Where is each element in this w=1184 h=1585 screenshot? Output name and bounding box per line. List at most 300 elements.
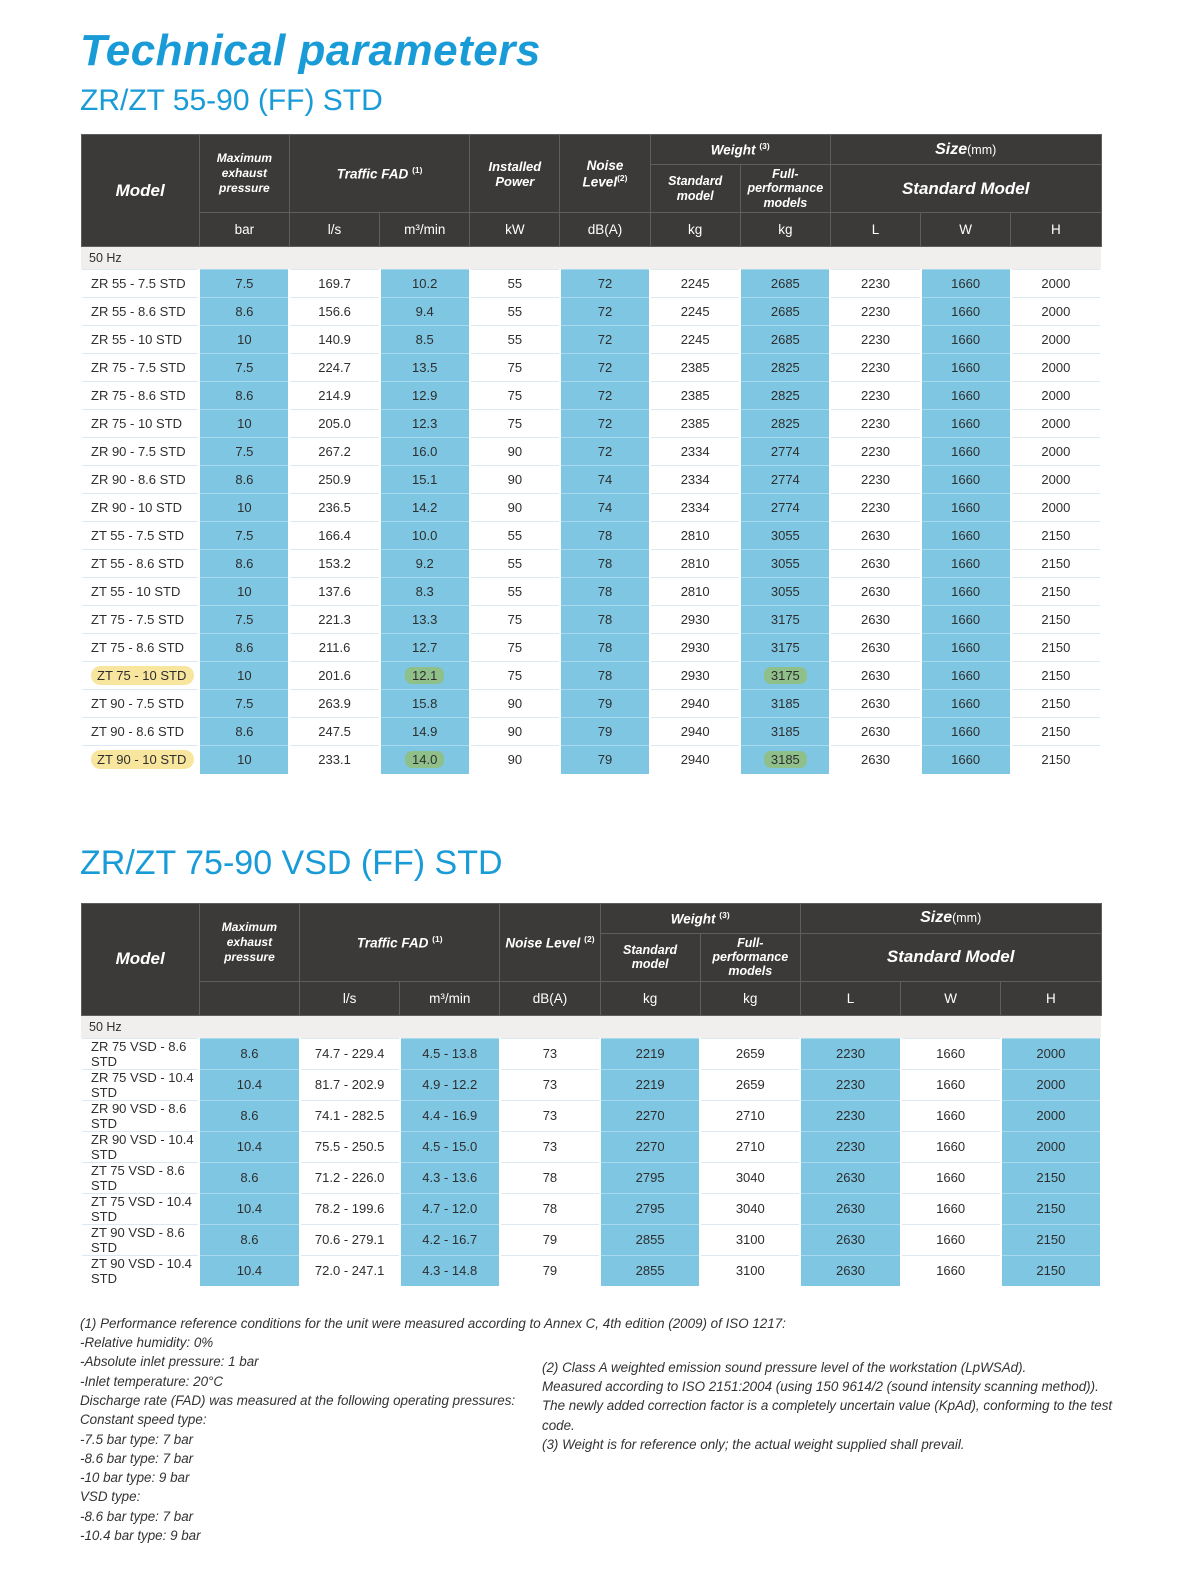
value-cell: 55 [470,578,560,606]
value-cell: 1660 [921,606,1011,634]
model-cell: ZT 55 - 8.6 STD [81,550,199,578]
footnote-line: (1) Performance reference conditions for the unit were measured according to Annex C, 4th edition (2009) of ISO 1217: [80,1315,786,1331]
value-cell: 2710 [700,1131,800,1162]
value-cell: 224.7 [289,354,379,382]
value-cell: 8.6 [199,466,289,494]
value-cell: 4.5 - 13.8 [400,1038,500,1069]
table-body [81,247,1101,774]
value-cell: 72 [560,270,650,298]
footnote-ref-3: (3) [719,909,730,920]
unit-bar: bar [199,213,289,247]
value-cell: 156.6 [289,298,379,326]
value-cell: 2930 [650,634,740,662]
table-row [81,438,1101,466]
footnote-ref-2: (2) [617,172,628,183]
unit-m3min: m³/min [400,981,500,1015]
value-cell: 73 [500,1069,600,1100]
value-cell: 1660 [921,494,1011,522]
value-cell [380,746,470,774]
table-row [81,1193,1101,1224]
value-cell: 2630 [800,1255,900,1286]
value-cell: 2000 [1001,1069,1101,1100]
value-cell: 1660 [921,354,1011,382]
col-model: Model [81,135,199,247]
value-cell: 4.5 - 15.0 [400,1131,500,1162]
value-cell: 3055 [740,578,830,606]
highlighted-value: 14.0 [405,751,444,768]
unit-w: W [901,981,1001,1015]
value-cell: 236.5 [289,494,379,522]
value-cell: 4.4 - 16.9 [400,1100,500,1131]
value-cell: 2230 [830,494,920,522]
value-cell: 75 [470,606,560,634]
value-cell: 79 [560,746,650,774]
unit-kw: kW [470,213,560,247]
value-cell: 73 [500,1131,600,1162]
footnote-line: (3) Weight is for reference only; the actual weight supplied shall prevail. [542,1436,965,1452]
highlighted-value: 12.1 [405,667,444,684]
value-cell: 13.3 [380,606,470,634]
value-cell: 2150 [1011,522,1101,550]
value-cell: 2270 [600,1131,700,1162]
col-weight-full-performance: Full-performance models [700,933,800,981]
value-cell: 247.5 [289,718,379,746]
value-cell: 2810 [650,522,740,550]
footnote-line: -8.6 bar type: 7 bar [80,1508,194,1524]
value-cell: 2150 [1011,578,1101,606]
value-cell: 2659 [700,1069,800,1100]
value-cell: 8.3 [380,578,470,606]
value-cell: 3185 [740,718,830,746]
value-cell: 211.6 [289,634,379,662]
value-cell: 2685 [740,298,830,326]
value-cell: 15.8 [380,690,470,718]
value-cell: 78 [560,522,650,550]
value-cell: 2855 [600,1224,700,1255]
value-cell: 2000 [1011,326,1101,354]
value-cell: 3175 [740,634,830,662]
value-cell: 2000 [1011,466,1101,494]
col-noise-level: Noise Level $^{(2)}$ [500,903,600,981]
value-cell: 2795 [600,1162,700,1193]
col-installed-power: Installed Power [470,135,560,213]
value-cell: 2150 [1001,1224,1101,1255]
value-cell: 2334 [650,438,740,466]
value-cell: 2930 [650,662,740,690]
value-cell: 14.9 [380,718,470,746]
footnote-line: Constant speed type: [80,1412,207,1428]
footnote-ref-1: (1) [412,165,423,176]
value-cell: 1660 [921,270,1011,298]
unit-m3min: m³/min [380,213,470,247]
value-cell: 2000 [1011,410,1101,438]
value-cell: 2659 [700,1038,800,1069]
value-cell: 74 [560,466,650,494]
value-cell: 7.5 [199,690,289,718]
col-weight-standard: Standard model [600,933,700,981]
value-cell: 221.3 [289,606,379,634]
value-cell: 1660 [921,746,1011,774]
footnote-ref-3: (3) [759,141,770,152]
model-cell: ZR 75 - 8.6 STD [81,382,199,410]
value-cell: 1660 [901,1162,1001,1193]
value-cell: 10 [199,326,289,354]
table-row [81,494,1101,522]
value-cell: 2230 [830,466,920,494]
value-cell: 90 [470,690,560,718]
unit-h: H [1001,981,1101,1015]
unit-kg-full: kg [700,981,800,1015]
model-cell [81,746,199,774]
table1-title: ZR/ZT 55-90 (FF) STD [80,84,383,117]
frequency-band-label: 50 Hz [81,247,1101,270]
table-row [81,354,1101,382]
value-cell: 2245 [650,270,740,298]
col-weight-full-performance: Full-performance models [740,165,830,213]
value-cell: 72 [560,410,650,438]
value-cell: 78 [500,1193,600,1224]
value-cell: 90 [470,438,560,466]
footnote-line: VSD type: [80,1489,141,1505]
value-cell: 74 [560,494,650,522]
value-cell: 10.2 [380,270,470,298]
table-row [81,662,1101,690]
frequency-band-label: 50 Hz [81,1015,1101,1038]
value-cell: 2630 [800,1162,900,1193]
model-cell: ZR 90 - 8.6 STD [81,466,199,494]
value-cell: 166.4 [289,522,379,550]
value-cell: 2230 [800,1100,900,1131]
value-cell: 8.6 [199,1224,299,1255]
value-cell: 55 [470,326,560,354]
value-cell: 2685 [740,326,830,354]
table-row [81,466,1101,494]
value-cell: 1660 [921,382,1011,410]
value-cell: 78 [560,606,650,634]
unit-bar [199,981,299,1015]
value-cell: 14.2 [380,494,470,522]
unit-ls: l/s [300,981,400,1015]
value-cell: 90 [470,494,560,522]
value-cell: 10.0 [380,522,470,550]
value-cell: 79 [560,718,650,746]
footnote-line: The newly added correction factor is a completely uncertain value (KpAd), conforming to the test code. [542,1398,1113,1433]
col-max-pressure: Maximum exhaust pressure [199,135,289,213]
spec-table-std [80,134,1102,774]
value-cell: 4.3 - 14.8 [400,1255,500,1286]
unit-kg-full: kg [740,213,830,247]
value-cell: 2150 [1011,634,1101,662]
col-size-standard-model: Standard Model [830,165,1101,213]
model-cell: ZT 90 - 7.5 STD [81,690,199,718]
table-row [81,410,1101,438]
value-cell: 2000 [1011,270,1101,298]
value-cell: 10 [199,494,289,522]
col-weight: Weight $^{(3)}$ [600,903,800,933]
value-cell: 7.5 [199,270,289,298]
value-cell: 10 [199,410,289,438]
table-row [81,606,1101,634]
highlighted-value: 3185 [764,751,807,768]
value-cell: 2334 [650,494,740,522]
value-cell: 72 [560,382,650,410]
value-cell: 2150 [1001,1193,1101,1224]
value-cell: 10 [199,746,289,774]
value-cell: 9.4 [380,298,470,326]
model-cell: ZR 75 - 7.5 STD [81,354,199,382]
value-cell: 78 [560,634,650,662]
table-row [81,298,1101,326]
value-cell: 2385 [650,410,740,438]
value-cell: 2630 [830,718,920,746]
value-cell: 90 [470,718,560,746]
value-cell: 2630 [800,1224,900,1255]
value-cell: 2630 [830,690,920,718]
value-cell: 2825 [740,410,830,438]
value-cell: 2000 [1011,298,1101,326]
value-cell: 1660 [901,1224,1001,1255]
model-cell [81,662,199,690]
value-cell: 2150 [1011,690,1101,718]
table-row [81,1224,1101,1255]
footnote-ref-1: (1) [432,933,443,944]
value-cell: 1660 [901,1131,1001,1162]
table-row [81,1255,1101,1286]
footnote-line: -Inlet temperature: 20°C [80,1373,224,1389]
value-cell: 2825 [740,354,830,382]
table-row [81,326,1101,354]
value-cell: 2230 [830,298,920,326]
spec-table-vsd [80,903,1102,1286]
value-cell: 2855 [600,1255,700,1286]
table-row [81,1131,1101,1162]
value-cell: 10.4 [199,1255,299,1286]
value-cell: 7.5 [199,354,289,382]
value-cell [740,662,830,690]
model-cell: ZR 90 VSD - 8.6 STD [81,1100,199,1131]
value-cell: 3055 [740,522,830,550]
value-cell: 2230 [830,410,920,438]
value-cell: 4.2 - 16.7 [400,1224,500,1255]
model-cell: ZT 90 VSD - 10.4 STD [81,1255,199,1286]
table-header [81,135,1101,247]
value-cell: 75.5 - 250.5 [300,1131,400,1162]
value-cell: 1660 [921,690,1011,718]
value-cell: 79 [500,1255,600,1286]
unit-l: L [830,213,920,247]
value-cell: 2930 [650,606,740,634]
value-cell: 1660 [921,634,1011,662]
col-traffic-fad: Traffic FAD $^{(1)}$ [300,903,500,981]
value-cell: 2810 [650,578,740,606]
value-cell: 2230 [830,438,920,466]
value-cell: 1660 [901,1193,1001,1224]
footnote-line: -Absolute inlet pressure: 1 bar [80,1354,259,1370]
value-cell: 55 [470,550,560,578]
value-cell: 2000 [1011,382,1101,410]
page-title: Technical parameters [80,26,541,75]
value-cell: 2774 [740,466,830,494]
footnote-line: Measured according to ISO 2151:2004 (using 150 9614/2 (sound intensity scanning method)). [542,1379,1099,1395]
value-cell: 2685 [740,270,830,298]
highlighted-model: ZT 75 - 10 STD [91,666,194,685]
value-cell: 8.6 [199,550,289,578]
value-cell: 2630 [830,550,920,578]
footnote-ref-2: (2) [584,933,595,944]
model-cell: ZR 90 - 10 STD [81,494,199,522]
frequency-band-row [81,1015,1101,1038]
value-cell: 2385 [650,354,740,382]
model-cell: ZT 55 - 10 STD [81,578,199,606]
unit-dba: dB(A) [500,981,600,1015]
value-cell: 10.4 [199,1131,299,1162]
unit-l: L [800,981,900,1015]
value-cell: 3055 [740,550,830,578]
value-cell: 2630 [830,746,920,774]
table-row [81,578,1101,606]
table-row [81,522,1101,550]
value-cell: 1660 [921,550,1011,578]
value-cell: 72.0 - 247.1 [300,1255,400,1286]
unit-h: H [1011,213,1101,247]
table2-title: ZR/ZT 75-90 VSD (FF) STD [80,843,503,882]
col-size: Size(mm) [830,135,1101,165]
value-cell: 71.2 - 226.0 [300,1162,400,1193]
value-cell: 72 [560,298,650,326]
value-cell: 2630 [830,578,920,606]
value-cell: 10 [199,578,289,606]
value-cell: 3175 [740,606,830,634]
value-cell: 10 [199,662,289,690]
value-cell: 1660 [921,522,1011,550]
value-cell: 12.9 [380,382,470,410]
value-cell: 10.4 [199,1193,299,1224]
value-cell: 3185 [740,690,830,718]
value-cell: 2219 [600,1038,700,1069]
value-cell: 2230 [830,382,920,410]
value-cell: 75 [470,382,560,410]
model-cell: ZR 55 - 8.6 STD [81,298,199,326]
col-weight: Weight $^{(3)}$ [650,135,830,165]
table-row [81,1069,1101,1100]
value-cell: 8.6 [199,1100,299,1131]
value-cell: 2795 [600,1193,700,1224]
value-cell: 55 [470,298,560,326]
footnote-line: -10 bar type: 9 bar [80,1470,190,1486]
value-cell: 2940 [650,690,740,718]
model-cell: ZR 55 - 7.5 STD [81,270,199,298]
value-cell: 2150 [1011,718,1101,746]
footnotes [80,1314,1113,1546]
model-cell: ZT 75 - 7.5 STD [81,606,199,634]
model-cell: ZR 75 - 10 STD [81,410,199,438]
unit-kg-std: kg [650,213,740,247]
value-cell: 1660 [901,1100,1001,1131]
value-cell: 2000 [1001,1038,1101,1069]
value-cell: 2150 [1011,746,1101,774]
table-row [81,270,1101,298]
value-cell: 2150 [1011,606,1101,634]
value-cell: 2000 [1011,354,1101,382]
value-cell: 2825 [740,382,830,410]
value-cell: 72 [560,354,650,382]
value-cell: 8.5 [380,326,470,354]
value-cell: 214.9 [289,382,379,410]
col-size: Size(mm) [800,903,1101,933]
value-cell: 2630 [800,1193,900,1224]
value-cell: 1660 [921,410,1011,438]
value-cell: 8.6 [199,382,289,410]
model-cell: ZR 55 - 10 STD [81,326,199,354]
value-cell: 2334 [650,466,740,494]
value-cell: 2150 [1001,1255,1101,1286]
value-cell: 2940 [650,718,740,746]
value-cell: 2230 [800,1038,900,1069]
value-cell: 1660 [901,1038,1001,1069]
value-cell: 2810 [650,550,740,578]
value-cell: 8.6 [199,1162,299,1193]
value-cell: 2230 [830,270,920,298]
value-cell: 15.1 [380,466,470,494]
value-cell: 7.5 [199,438,289,466]
value-cell: 267.2 [289,438,379,466]
value-cell: 153.2 [289,550,379,578]
value-cell: 78 [500,1162,600,1193]
value-cell: 1660 [921,466,1011,494]
value-cell: 55 [470,270,560,298]
value-cell: 9.2 [380,550,470,578]
value-cell: 1660 [921,438,1011,466]
model-cell: ZR 75 VSD - 8.6 STD [81,1038,199,1069]
value-cell: 8.6 [199,634,289,662]
value-cell: 2150 [1011,662,1101,690]
value-cell: 2150 [1011,550,1101,578]
value-cell: 2270 [600,1100,700,1131]
table-header [81,903,1101,1015]
model-cell: ZT 75 VSD - 10.4 STD [81,1193,199,1224]
model-cell: ZT 90 - 8.6 STD [81,718,199,746]
model-cell: ZT 75 - 8.6 STD [81,634,199,662]
value-cell: 13.5 [380,354,470,382]
value-cell: 79 [560,690,650,718]
footnote-line: -10.4 bar type: 9 bar [80,1528,201,1544]
value-cell [740,746,830,774]
table-row [81,746,1101,774]
footnote-line: -Relative humidity: 0% [80,1335,214,1351]
value-cell: 2630 [830,522,920,550]
value-cell: 233.1 [289,746,379,774]
table-row [81,382,1101,410]
footnote-block-right [542,1358,1130,1454]
value-cell: 7.5 [199,522,289,550]
col-traffic-fad: Traffic FAD $^{(1)}$ [289,135,469,213]
unit-dba: dB(A) [560,213,650,247]
value-cell: 12.7 [380,634,470,662]
col-noise-level: Noise Level$^{(2)}$ [560,135,650,213]
value-cell: 2774 [740,494,830,522]
value-cell: 1660 [901,1069,1001,1100]
value-cell: 2230 [800,1069,900,1100]
table-row [81,718,1101,746]
value-cell: 2150 [1001,1162,1101,1193]
value-cell: 90 [470,466,560,494]
value-cell: 4.7 - 12.0 [400,1193,500,1224]
value-cell: 2230 [830,326,920,354]
value-cell: 72 [560,438,650,466]
value-cell: 2774 [740,438,830,466]
value-cell: 7.5 [199,606,289,634]
value-cell: 79 [500,1224,600,1255]
